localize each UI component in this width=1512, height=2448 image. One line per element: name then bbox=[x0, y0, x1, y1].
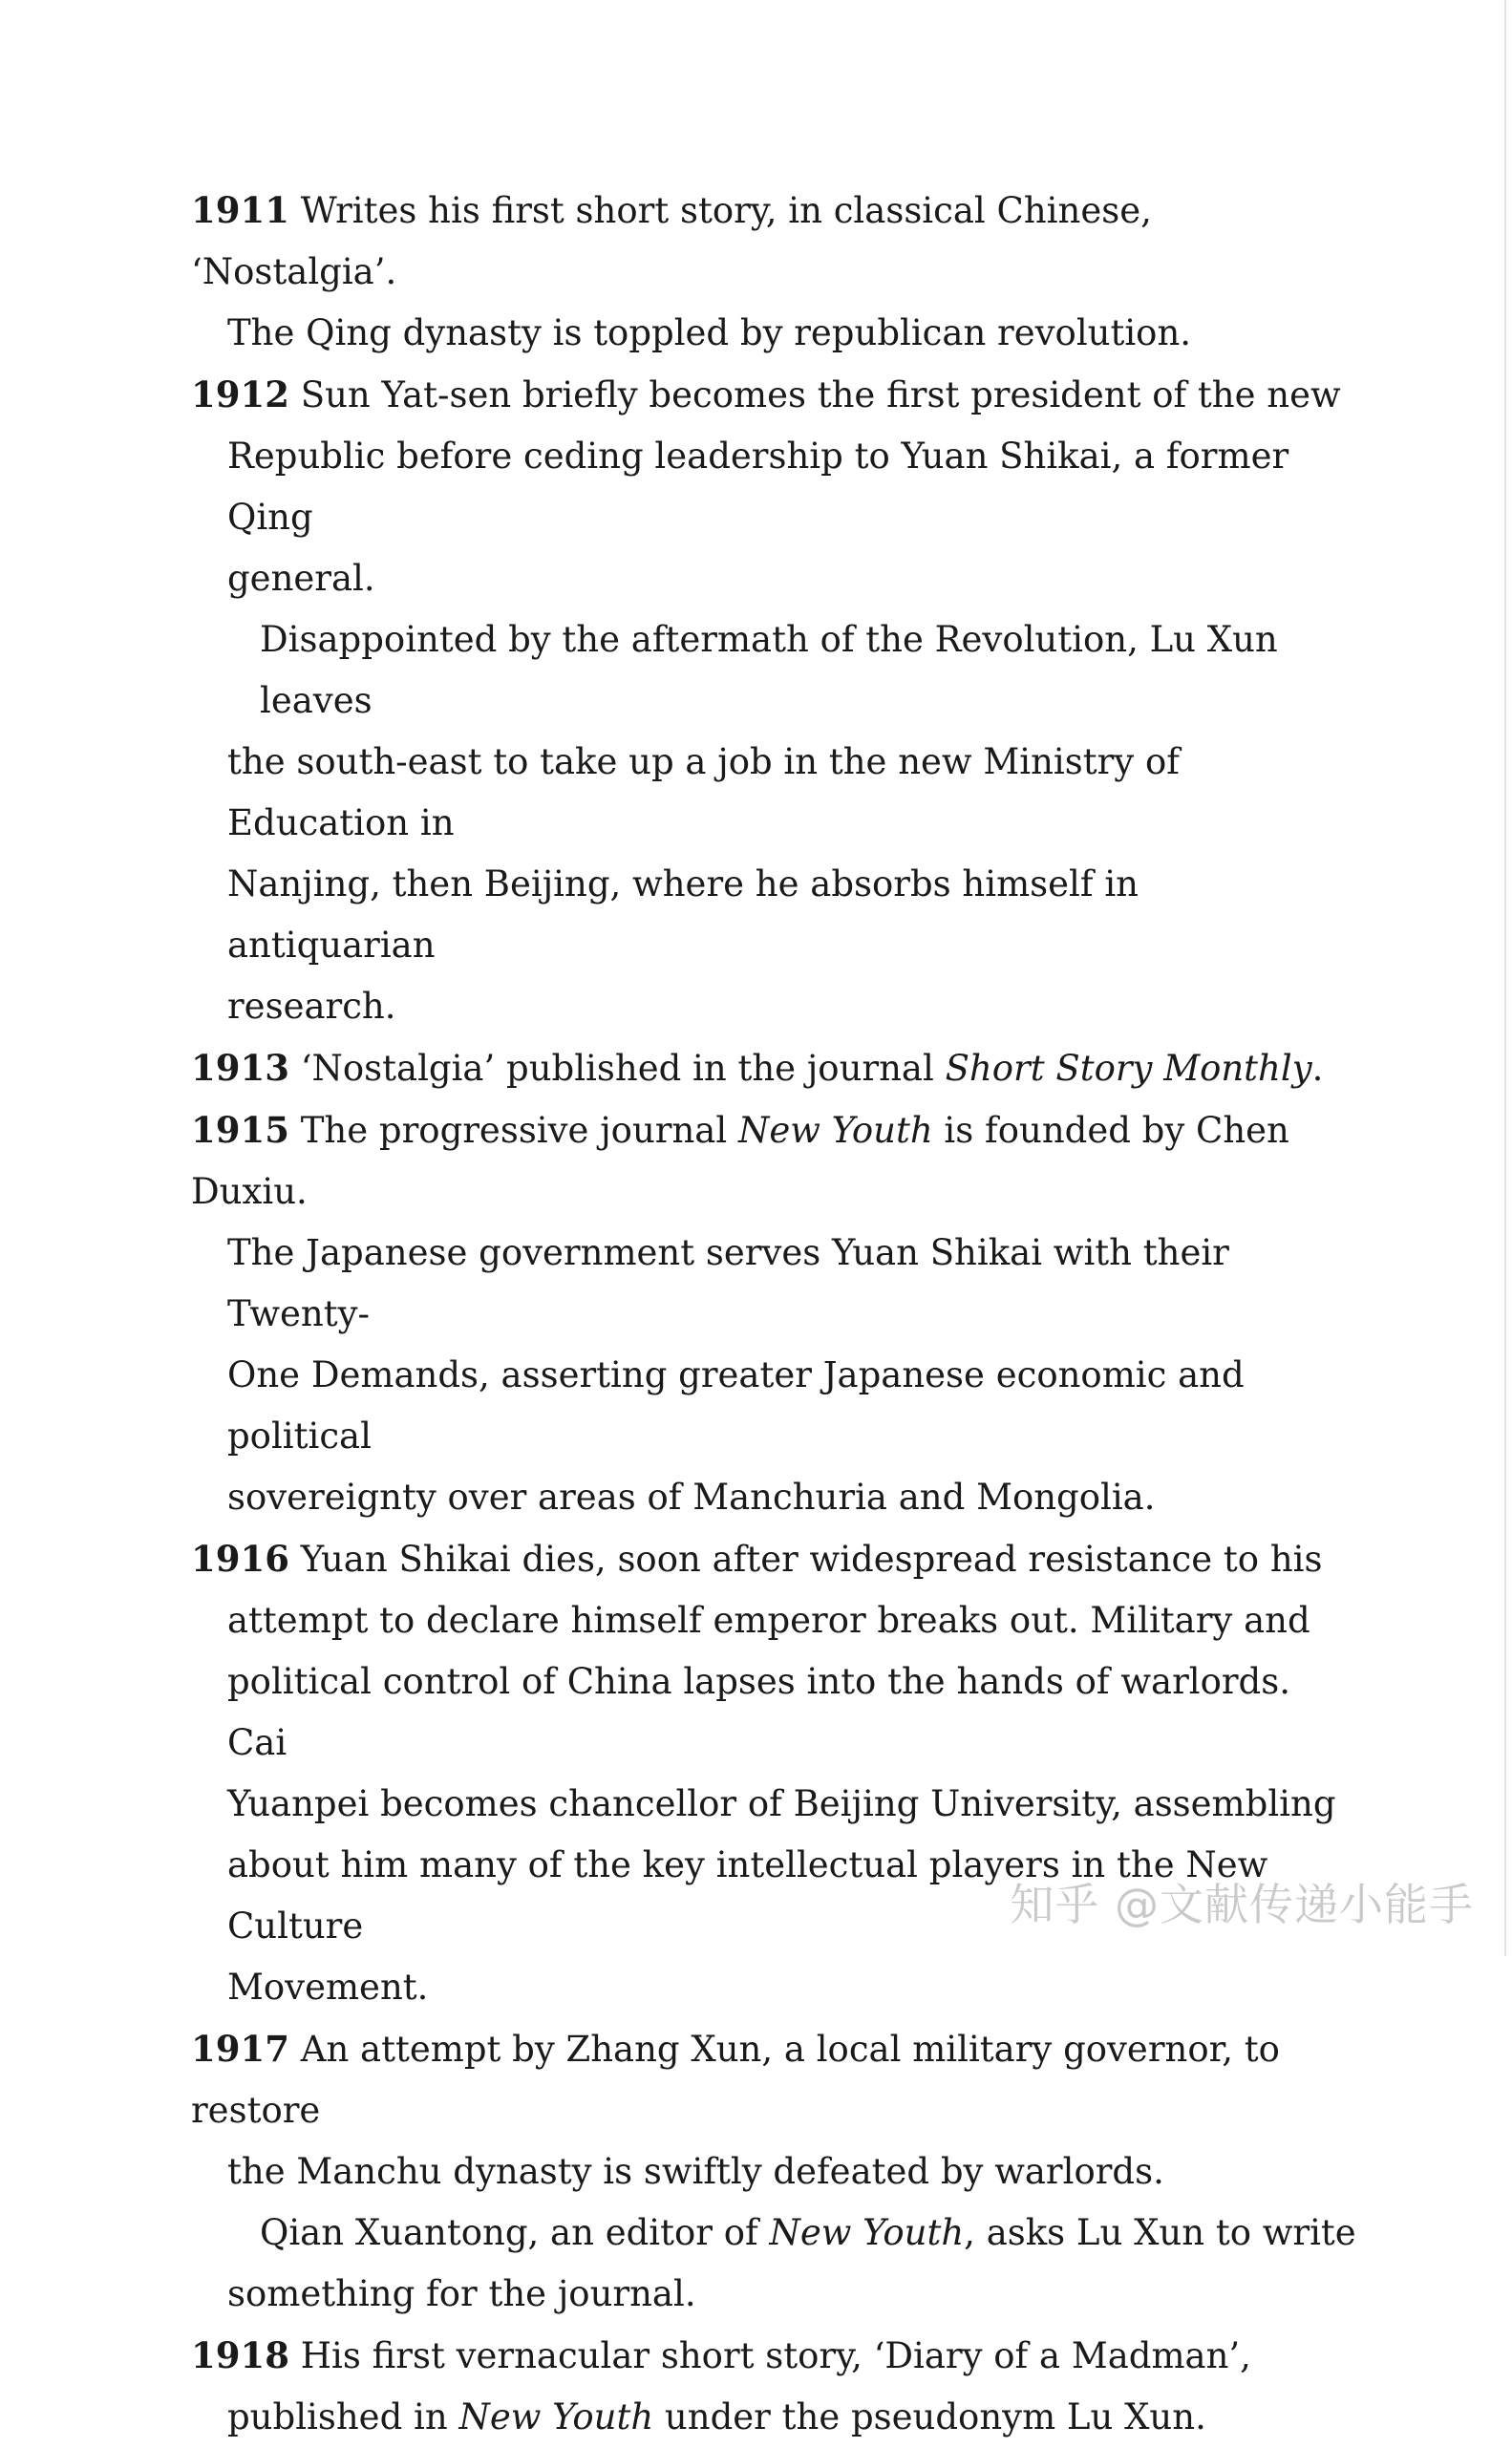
entry-year: 1912 bbox=[191, 373, 289, 415]
entry-text: Qian Xuantong, an editor of bbox=[260, 2212, 770, 2253]
entry-text: Writes his first short story, in classical Chinese, ‘Nostalgia’. bbox=[191, 190, 1152, 292]
entry-1913 bbox=[191, 1037, 1356, 1099]
entry-text: Movement. bbox=[227, 1967, 429, 2008]
entry-1912 bbox=[191, 364, 1356, 1037]
entry-text: An attempt by Zhang Xun, a local military governor, to restore bbox=[191, 2029, 1280, 2131]
entry-text: Disappointed by the aftermath of the Revolution, Lu Xun leaves bbox=[260, 619, 1278, 721]
entry-1916 bbox=[191, 1528, 1356, 2018]
entry-text: His first vernacular short story, ‘Diary of a Madman’, bbox=[300, 2335, 1251, 2376]
entry-text: attempt to declare himself emperor breaks out. Military and bbox=[227, 1600, 1310, 1641]
entry-year: 1916 bbox=[191, 1538, 289, 1580]
entry-text: The progressive journal bbox=[300, 1110, 738, 1151]
entry-text: Nanjing, then Beijing, where he absorbs himself in antiquarian bbox=[227, 863, 1139, 966]
journal-title: Short Story Monthly bbox=[945, 1048, 1312, 1089]
entry-year: 1915 bbox=[191, 1109, 289, 1151]
entry-1911 bbox=[191, 180, 1356, 364]
entry-text: One Demands, asserting greater Japanese economic and political bbox=[227, 1354, 1245, 1457]
entry-text: the Manchu dynasty is swiftly defeated by warlords. bbox=[227, 2151, 1164, 2192]
entry-text: is founded by Chen Duxiu. bbox=[191, 1110, 1289, 1212]
entry-text: about him many of the key intellectual players in the New Culture bbox=[227, 1844, 1268, 1947]
entry-text: Yuanpei becomes chancellor of Beijing University, assembling bbox=[227, 1783, 1336, 1824]
entry-text: Yuan Shikai dies, soon after widespread resistance to his bbox=[300, 1539, 1323, 1580]
entry-text: . bbox=[1311, 1048, 1324, 1089]
entry-text: published in bbox=[227, 2396, 459, 2437]
entry-text: research. bbox=[227, 986, 396, 1027]
page-edge-rule bbox=[1504, 0, 1506, 1956]
journal-title: New Youth bbox=[458, 2396, 654, 2437]
entry-text: , asks Lu Xun to write bbox=[964, 2212, 1356, 2253]
entry-text: sovereignty over areas of Manchuria and Mongolia. bbox=[227, 1477, 1156, 1518]
entry-year: 1917 bbox=[191, 2028, 289, 2070]
entry-year: 1911 bbox=[191, 189, 289, 231]
entry-1918 bbox=[191, 2325, 1356, 2448]
entry-text: political control of China lapses into the hands of warlords. Cai bbox=[227, 1661, 1290, 1763]
chronology-text bbox=[191, 180, 1356, 2448]
entry-text: Republic before ceding leadership to Yuan Shikai, a former Qing bbox=[227, 436, 1289, 538]
journal-title: New Youth bbox=[737, 1110, 933, 1151]
entry-year: 1913 bbox=[191, 1047, 289, 1089]
entry-year: 1918 bbox=[191, 2334, 289, 2376]
journal-title: New Youth bbox=[769, 2212, 965, 2253]
entry-text: ‘Nostalgia’ published in the journal bbox=[300, 1048, 946, 1089]
entry-text: under the pseudonym Lu Xun. bbox=[653, 2396, 1206, 2437]
entry-text: The Qing dynasty is toppled by republican revolution. bbox=[227, 312, 1192, 353]
watermark-text: 知乎 @文献传递小能手 bbox=[1010, 1879, 1474, 1930]
entry-text: something for the journal. bbox=[227, 2273, 696, 2314]
entry-1915 bbox=[191, 1099, 1356, 1528]
entry-text: Sun Yat-sen briefly becomes the first president of the new bbox=[300, 374, 1341, 415]
entry-text: general. bbox=[227, 558, 375, 599]
entry-1917 bbox=[191, 2018, 1356, 2325]
entry-text: The Japanese government serves Yuan Shikai with their Twenty- bbox=[227, 1232, 1229, 1334]
entry-text: the south-east to take up a job in the new Ministry of Education in bbox=[227, 741, 1180, 843]
